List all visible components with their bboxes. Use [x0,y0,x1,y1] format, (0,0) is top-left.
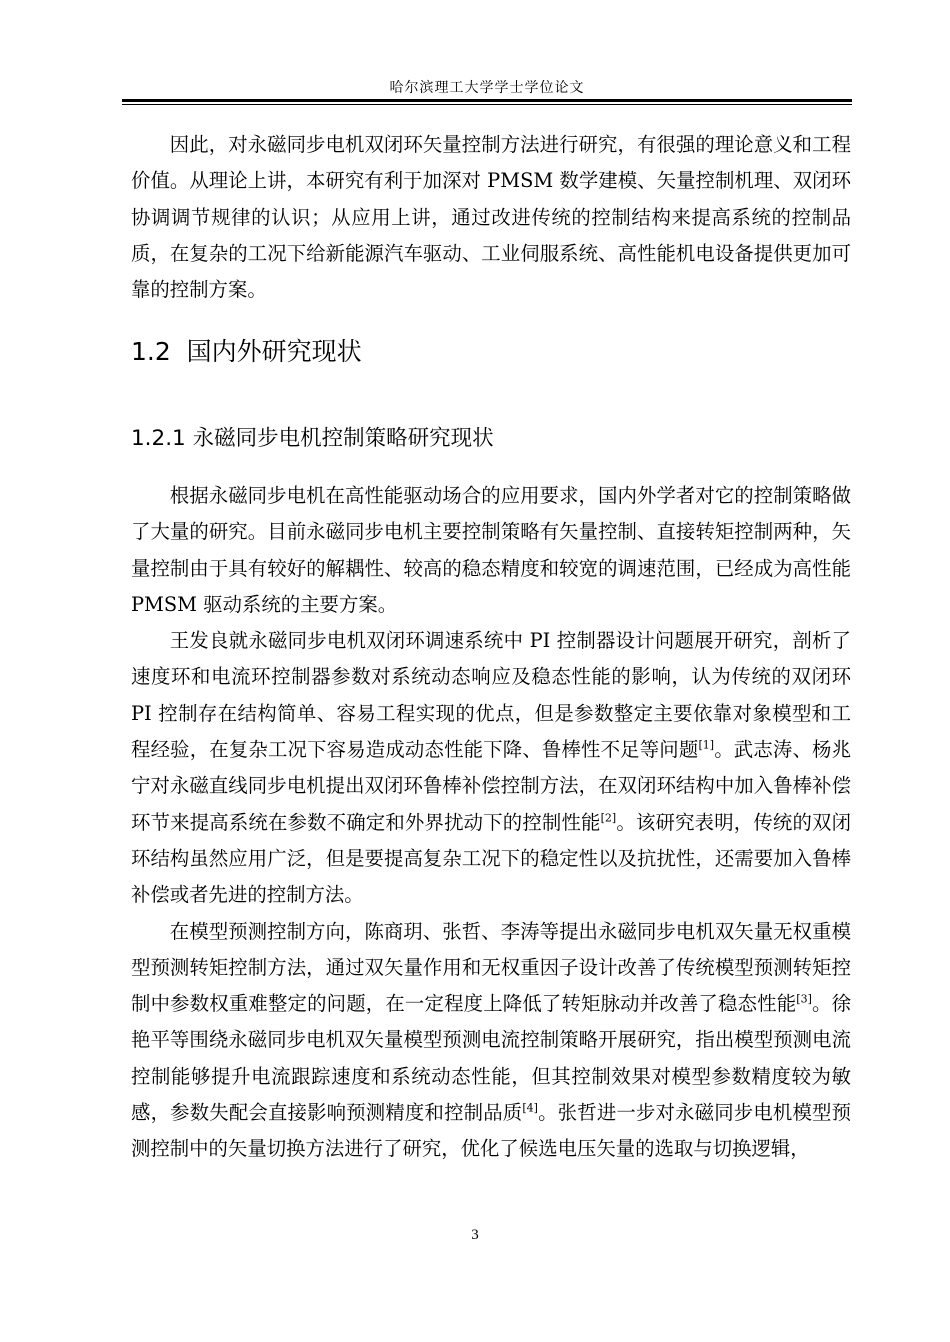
section-number: 1.2 [131,337,171,366]
subsection-title: 永磁同步电机控制策略研究现状 [192,426,494,451]
paragraph-2-text-c: 。该研究表明，传统的双闭环结构虽然应用广泛，但是要提高复杂工况下的稳定性以及抗扰性，还需要加入鲁棒补偿或者先进的控制方法。 [131,810,852,907]
citation-2: [2] [600,811,617,825]
section-title: 国内外研究现状 [186,337,362,366]
citation-1: [1] [698,738,715,752]
paragraph-3-text-a: 在模型预测控制方向，陈商玥、张哲、李涛等提出永磁同步电机双矢量无权重模型预测转矩控制方法，通过双矢量作用和无权重因子设计改善了传统模型预测转矩控制中参数权重难整定的问题，在一定程度上降低了转矩脉动并改善了稳态性能 [131,919,851,1016]
paragraph-2 [131,623,851,913]
subsection-number: 1.2.1 [131,426,186,451]
citation-3: [3] [796,992,812,1006]
paragraph-2-text-a: 王发良就永磁同步电机双闭环调速系统中 PI 控制器设计问题展开研究，剖析了速度环和电流环控制器参数对系统动态响应及稳态性能的影响，认为传统的双闭环 PI 控制存在结构简单、容易工程实现的优点，但是参数整定主要依靠对象模型和工程经验，在复杂工况下容易造成动态性能下降、鲁棒性不足等问题 [131,629,851,762]
intro-paragraph: 因此，对永磁同步电机双闭环矢量控制方法进行研究，有很强的理论意义和工程价值。从理论上讲，本研究有利于加深对 PMSM 数学建模、矢量控制机理、双闭环协调调节规律的认识；从应用上讲，通过改进传统的控制结构来提高系统的控制品质，在复杂的工况下给新能源汽车驱动、工业伺服系统、高性能机电设备提供更加可靠的控制方案。 [131,133,851,302]
paragraph-2-text-b: 。武志涛、杨兆宁对永磁直线同步电机提出双闭环鲁棒补偿控制方法，在双闭环结构中加入鲁棒补偿环节来提高系统在参数不确定和外界扰动下的控制性能 [131,738,851,834]
page-number: 3 [471,1227,479,1243]
body-block [131,478,851,1168]
header-rule-thick [122,99,852,102]
header-rule-thin [122,104,852,105]
paragraph-3 [131,914,851,1168]
subsection-heading [131,423,494,455]
section-heading [131,334,362,370]
paragraph-1: 根据永磁同步电机在高性能驱动场合的应用要求，国内外学者对它的控制策略做了大量的研究。目前永磁同步电机主要控制策略有矢量控制、直接转矩控制两种，矢量控制由于具有较好的解耦性、较高的稳态精度和较宽的调速范围，已经成为高性能 PMSM 驱动系统的主要方案。 [131,484,851,616]
paragraph-3-text-c: 。张哲进一步对永磁同步电机模型预测控制中的矢量切换方法进行了研究，优化了候选电压矢量的选取与切换逻辑， [131,1101,852,1161]
running-header: 哈尔滨理工大学学士学位论文 [389,80,585,96]
citation-4: [4] [522,1101,538,1115]
intro-block [131,127,851,308]
paragraph-3-text-b: 。徐艳平等围绕永磁同步电机双矢量模型预测电流控制策略开展研究，指出模型预测电流控制能够提升电流跟踪速度和系统动态性能，但其控制效果对模型参数精度较为敏感，参数失配会直接影响预测精度和控制品质 [131,992,852,1125]
